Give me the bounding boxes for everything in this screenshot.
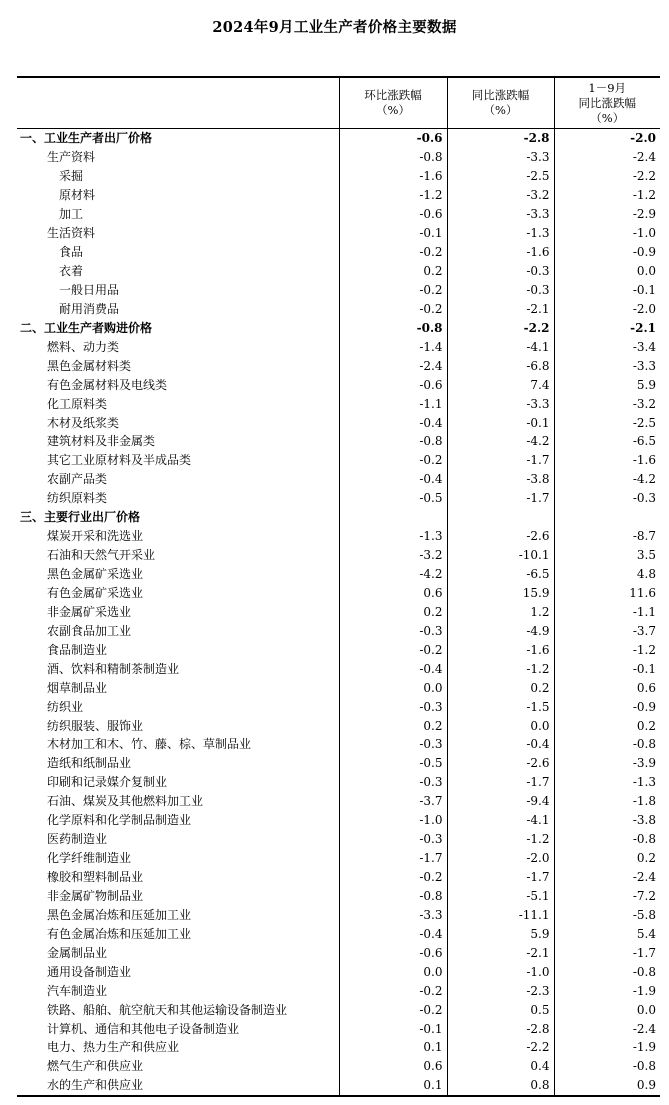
row-label: 烟草制品业	[47, 680, 108, 695]
row-label: 煤炭开采和洗选业	[47, 529, 144, 544]
mom-value: -0.3	[339, 697, 447, 716]
mom-value: -0.4	[339, 413, 447, 432]
table-row	[17, 792, 660, 811]
mom-value: -0.2	[339, 1000, 447, 1019]
table-row	[17, 621, 660, 640]
yoy-value: 0.0	[447, 716, 554, 735]
table-row	[17, 659, 660, 678]
mom-value: -0.8	[339, 432, 447, 451]
table-row	[17, 489, 660, 508]
row-label: 化学原料和化学制品制造业	[47, 813, 192, 828]
row-label: 其它工业原材料及半成品类	[47, 453, 192, 468]
row-label: 纺织业	[47, 699, 84, 714]
table-row	[17, 565, 660, 584]
row-label: 医药制造业	[47, 832, 108, 847]
row-label: 燃料、动力类	[47, 339, 120, 354]
table-row	[17, 1019, 660, 1038]
mom-value: -1.2	[339, 186, 447, 205]
mom-value: 0.6	[339, 584, 447, 603]
ytd-value: 0.2	[554, 849, 660, 868]
mom-value: -0.3	[339, 773, 447, 792]
mom-value: -1.0	[339, 811, 447, 830]
header-ytd-line-2: 同比涨跌幅	[578, 95, 636, 110]
ytd-value: -3.4	[554, 337, 660, 356]
ytd-value: -0.3	[554, 489, 660, 508]
table-row	[17, 375, 660, 394]
ppi-data-table	[17, 76, 660, 1097]
mom-value: -2.4	[339, 356, 447, 375]
table-row	[17, 849, 660, 868]
table-row	[17, 299, 660, 318]
ytd-value: -3.2	[554, 394, 660, 413]
ytd-value: -1.2	[554, 186, 660, 205]
yoy-value: 0.4	[447, 1057, 554, 1076]
yoy-value: -1.2	[447, 830, 554, 849]
row-label: 电力、热力生产和供应业	[47, 1040, 180, 1055]
row-label: 纺织服装、服饰业	[47, 718, 144, 733]
yoy-value: 0.2	[447, 678, 554, 697]
row-label: 生活资料	[47, 226, 96, 241]
ytd-value: 5.4	[554, 924, 660, 943]
table-row	[17, 337, 660, 356]
yoy-value: -1.6	[447, 640, 554, 659]
table-row	[17, 887, 660, 906]
mom-value: 0.1	[339, 1076, 447, 1096]
ytd-value: -2.4	[554, 148, 660, 167]
ytd-value: 4.8	[554, 565, 660, 584]
row-label: 黑色金属材料类	[47, 358, 132, 373]
table-row	[17, 716, 660, 735]
table-row	[17, 830, 660, 849]
row-label: 化学纤维制造业	[47, 851, 132, 866]
ytd-value: -2.0	[554, 129, 660, 148]
yoy-value: -1.7	[447, 489, 554, 508]
yoy-value: -6.8	[447, 356, 554, 375]
row-label: 非金属矿采选业	[47, 604, 132, 619]
ytd-value: -2.1	[554, 318, 660, 337]
yoy-value: -1.7	[447, 773, 554, 792]
mom-value: -0.2	[339, 981, 447, 1000]
yoy-value: -2.8	[447, 129, 554, 148]
mom-value: -1.4	[339, 337, 447, 356]
yoy-value: -3.8	[447, 470, 554, 489]
mom-value: -1.6	[339, 167, 447, 186]
row-label: 酒、饮料和精制茶制造业	[47, 661, 180, 676]
table-row	[17, 186, 660, 205]
mom-value: -0.6	[339, 205, 447, 224]
table-row	[17, 508, 660, 527]
mom-value: -1.1	[339, 394, 447, 413]
ytd-value: -1.6	[554, 451, 660, 470]
row-label: 二、工业生产者购进价格	[20, 320, 153, 335]
table-row	[17, 1038, 660, 1057]
ytd-value: -1.7	[554, 943, 660, 962]
mom-value: -0.5	[339, 489, 447, 508]
yoy-value: 0.5	[447, 1000, 554, 1019]
mom-value	[339, 508, 447, 527]
yoy-value: -2.0	[447, 849, 554, 868]
row-label: 燃气生产和供应业	[47, 1059, 144, 1074]
ytd-value: -3.7	[554, 621, 660, 640]
header-mom-line-2: （%）	[376, 103, 410, 117]
row-label: 加工	[59, 207, 84, 222]
table-row	[17, 905, 660, 924]
row-label: 印刷和记录媒介复制业	[47, 775, 168, 790]
ytd-value: 5.9	[554, 375, 660, 394]
document-title: 2024年9月工业生产者价格主要数据	[212, 19, 457, 36]
table-row	[17, 394, 660, 413]
mom-value: -0.5	[339, 754, 447, 773]
yoy-value: -1.5	[447, 697, 554, 716]
row-label: 建筑材料及非金属类	[47, 434, 156, 449]
row-label: 农副产品类	[47, 472, 108, 487]
yoy-value: -9.4	[447, 792, 554, 811]
table-row	[17, 262, 660, 281]
mom-value: -0.1	[339, 1019, 447, 1038]
row-label: 有色金属冶炼和压延加工业	[47, 926, 192, 941]
row-label: 有色金属矿采选业	[47, 585, 144, 600]
row-label: 橡胶和塑料制品业	[47, 870, 144, 885]
yoy-value: -1.2	[447, 659, 554, 678]
row-label: 黑色金属矿采选业	[47, 567, 144, 582]
row-label: 化工原料类	[47, 396, 108, 411]
mom-value: -0.6	[339, 375, 447, 394]
ytd-value: -0.1	[554, 659, 660, 678]
table-row	[17, 1057, 660, 1076]
table-row	[17, 432, 660, 451]
row-label: 一般日用品	[59, 282, 120, 297]
mom-value: 0.6	[339, 1057, 447, 1076]
ytd-value: -3.3	[554, 356, 660, 375]
ytd-value: 11.6	[554, 584, 660, 603]
mom-value: -0.8	[339, 148, 447, 167]
table-row	[17, 924, 660, 943]
table-row	[17, 1076, 660, 1096]
yoy-value: -4.9	[447, 621, 554, 640]
row-label: 农副食品加工业	[47, 623, 132, 638]
table-row	[17, 470, 660, 489]
row-label: 水的生产和供应业	[17, 1076, 339, 1096]
row-label: 生产资料	[47, 150, 96, 165]
yoy-value: -2.5	[447, 167, 554, 186]
mom-value: 0.0	[339, 962, 447, 981]
yoy-value: 7.4	[447, 375, 554, 394]
yoy-value: -0.3	[447, 281, 554, 300]
ytd-value: 0.6	[554, 678, 660, 697]
yoy-value: -2.6	[447, 527, 554, 546]
table-row	[17, 224, 660, 243]
ytd-value: 0.2	[554, 716, 660, 735]
mom-value: 0.2	[339, 602, 447, 621]
mom-value: -0.8	[339, 887, 447, 906]
header-yoy-line-2: （%）	[483, 103, 518, 117]
yoy-value	[447, 508, 554, 527]
yoy-value: -2.6	[447, 754, 554, 773]
yoy-value: 0.8	[447, 1076, 554, 1096]
ytd-value: 0.0	[554, 1000, 660, 1019]
row-label: 石油、煤炭及其他燃料加工业	[47, 794, 204, 809]
mom-value: 0.2	[339, 716, 447, 735]
yoy-value: -10.1	[447, 546, 554, 565]
table-row	[17, 962, 660, 981]
yoy-value: -3.2	[447, 186, 554, 205]
ytd-value: 0.0	[554, 262, 660, 281]
table-row	[17, 413, 660, 432]
mom-value: -0.3	[339, 735, 447, 754]
ytd-value: -5.8	[554, 905, 660, 924]
table-row	[17, 981, 660, 1000]
yoy-value: -3.3	[447, 394, 554, 413]
row-label: 木材及纸浆类	[47, 415, 120, 430]
row-label: 耐用消费品	[59, 301, 120, 316]
mom-value: -1.7	[339, 849, 447, 868]
table-row	[17, 451, 660, 470]
mom-value: -0.2	[339, 868, 447, 887]
mom-value: -3.7	[339, 792, 447, 811]
ytd-value: -2.4	[554, 868, 660, 887]
table-row	[17, 527, 660, 546]
mom-value: -0.6	[339, 129, 447, 148]
mom-value: -0.6	[339, 943, 447, 962]
mom-value: 0.2	[339, 262, 447, 281]
yoy-value: -4.2	[447, 432, 554, 451]
ytd-value: -2.9	[554, 205, 660, 224]
header-yoy-line-1: 同比涨跌幅	[471, 88, 530, 102]
ytd-value: -2.4	[554, 1019, 660, 1038]
table-row	[17, 754, 660, 773]
table-row	[17, 546, 660, 565]
row-label: 汽车制造业	[47, 983, 108, 998]
yoy-value: -6.5	[447, 565, 554, 584]
ytd-value: -1.1	[554, 602, 660, 621]
row-label: 造纸和纸制品业	[47, 756, 132, 771]
row-label: 原材料	[59, 188, 96, 203]
row-label: 一、工业生产者出厂价格	[20, 131, 153, 146]
ytd-value: -0.9	[554, 243, 660, 262]
ytd-value: -1.3	[554, 773, 660, 792]
yoy-value: -2.1	[447, 299, 554, 318]
header-mom	[339, 77, 447, 129]
mom-value: -0.2	[339, 451, 447, 470]
row-label: 衣着	[59, 264, 84, 279]
yoy-value: -0.4	[447, 735, 554, 754]
row-label: 铁路、船舶、航空航天和其他运输设备制造业	[47, 1002, 288, 1017]
ytd-value: -2.5	[554, 413, 660, 432]
yoy-value: -4.1	[447, 337, 554, 356]
row-label: 纺织原料类	[47, 491, 108, 506]
table-row	[17, 678, 660, 697]
row-label: 采掘	[59, 169, 84, 184]
ytd-value: 0.9	[554, 1076, 660, 1096]
table-row	[17, 943, 660, 962]
ytd-value: -7.2	[554, 887, 660, 906]
row-label: 通用设备制造业	[47, 964, 132, 979]
yoy-value: -3.3	[447, 205, 554, 224]
yoy-value: -2.8	[447, 1019, 554, 1038]
table-row	[17, 356, 660, 375]
row-label: 石油和天然气开采业	[47, 548, 156, 563]
mom-value: -0.2	[339, 243, 447, 262]
row-label: 计算机、通信和其他电子设备制造业	[47, 1021, 240, 1036]
header-ytd-line-1: 1－9月	[588, 80, 627, 95]
table-row	[17, 148, 660, 167]
table-row	[17, 205, 660, 224]
ytd-value: -0.1	[554, 281, 660, 300]
mom-value: -0.4	[339, 470, 447, 489]
row-label: 食品制造业	[47, 642, 108, 657]
row-label: 非金属矿物制品业	[47, 888, 144, 903]
ytd-value: -0.8	[554, 962, 660, 981]
yoy-value: -0.1	[447, 413, 554, 432]
table-header-row	[17, 77, 660, 129]
mom-value: -1.3	[339, 527, 447, 546]
table-row	[17, 602, 660, 621]
yoy-value: -11.1	[447, 905, 554, 924]
yoy-value: -4.1	[447, 811, 554, 830]
mom-value: 0.0	[339, 678, 447, 697]
mom-value: -0.2	[339, 281, 447, 300]
header-ytd-line-3: （%）	[590, 110, 625, 125]
ytd-value: -1.9	[554, 981, 660, 1000]
table-row	[17, 584, 660, 603]
yoy-value: 15.9	[447, 584, 554, 603]
ytd-value: -8.7	[554, 527, 660, 546]
yoy-value: -1.0	[447, 962, 554, 981]
table-row	[17, 1000, 660, 1019]
ytd-value: -1.0	[554, 224, 660, 243]
table-row	[17, 129, 660, 148]
mom-value: -0.2	[339, 299, 447, 318]
header-category	[17, 77, 339, 129]
table-body	[17, 129, 660, 1096]
ytd-value: -2.0	[554, 299, 660, 318]
yoy-value: -2.2	[447, 1038, 554, 1057]
mom-value: 0.1	[339, 1038, 447, 1057]
mom-value: -4.2	[339, 565, 447, 584]
header-mom-line-1: 环比涨跌幅	[364, 88, 422, 102]
mom-value: -0.4	[339, 659, 447, 678]
row-label: 金属制品业	[47, 945, 108, 960]
row-label: 食品	[59, 245, 84, 260]
ytd-value: -4.2	[554, 470, 660, 489]
row-label: 三、主要行业出厂价格	[20, 510, 141, 525]
yoy-value: -0.3	[447, 262, 554, 281]
ytd-value	[554, 508, 660, 527]
table-row	[17, 243, 660, 262]
yoy-value: -3.3	[447, 148, 554, 167]
yoy-value: -1.7	[447, 451, 554, 470]
mom-value: -0.3	[339, 621, 447, 640]
ytd-value: -3.8	[554, 811, 660, 830]
mom-value: -0.4	[339, 924, 447, 943]
yoy-value: -5.1	[447, 887, 554, 906]
yoy-value: 5.9	[447, 924, 554, 943]
mom-value: -3.3	[339, 905, 447, 924]
yoy-value: -1.6	[447, 243, 554, 262]
ytd-value: -1.8	[554, 792, 660, 811]
mom-value: -0.1	[339, 224, 447, 243]
row-label: 黑色金属冶炼和压延加工业	[47, 907, 192, 922]
table-row	[17, 773, 660, 792]
ytd-value: -1.9	[554, 1038, 660, 1057]
mom-value: -0.2	[339, 640, 447, 659]
ytd-value: -0.8	[554, 1057, 660, 1076]
table-row	[17, 281, 660, 300]
table-row	[17, 640, 660, 659]
ytd-value: -0.9	[554, 697, 660, 716]
row-label: 有色金属材料及电线类	[47, 377, 168, 392]
ytd-value: -2.2	[554, 167, 660, 186]
mom-value: -0.3	[339, 830, 447, 849]
ytd-value: 3.5	[554, 546, 660, 565]
ytd-value: -0.8	[554, 735, 660, 754]
mom-value: -0.8	[339, 318, 447, 337]
yoy-value: 1.2	[447, 602, 554, 621]
table-row	[17, 811, 660, 830]
yoy-value: -2.2	[447, 318, 554, 337]
header-yoy	[447, 77, 554, 129]
yoy-value: -1.7	[447, 868, 554, 887]
table-row	[17, 167, 660, 186]
yoy-value: -2.3	[447, 981, 554, 1000]
row-label: 木材加工和木、竹、藤、棕、草制品业	[47, 737, 252, 752]
ytd-value: -6.5	[554, 432, 660, 451]
ytd-value: -3.9	[554, 754, 660, 773]
ytd-value: -1.2	[554, 640, 660, 659]
table-row	[17, 318, 660, 337]
table-row	[17, 735, 660, 754]
mom-value: -3.2	[339, 546, 447, 565]
table-row	[17, 868, 660, 887]
header-ytd	[554, 77, 660, 129]
ytd-value: -0.8	[554, 830, 660, 849]
table-row	[17, 697, 660, 716]
yoy-value: -2.1	[447, 943, 554, 962]
yoy-value: -1.3	[447, 224, 554, 243]
